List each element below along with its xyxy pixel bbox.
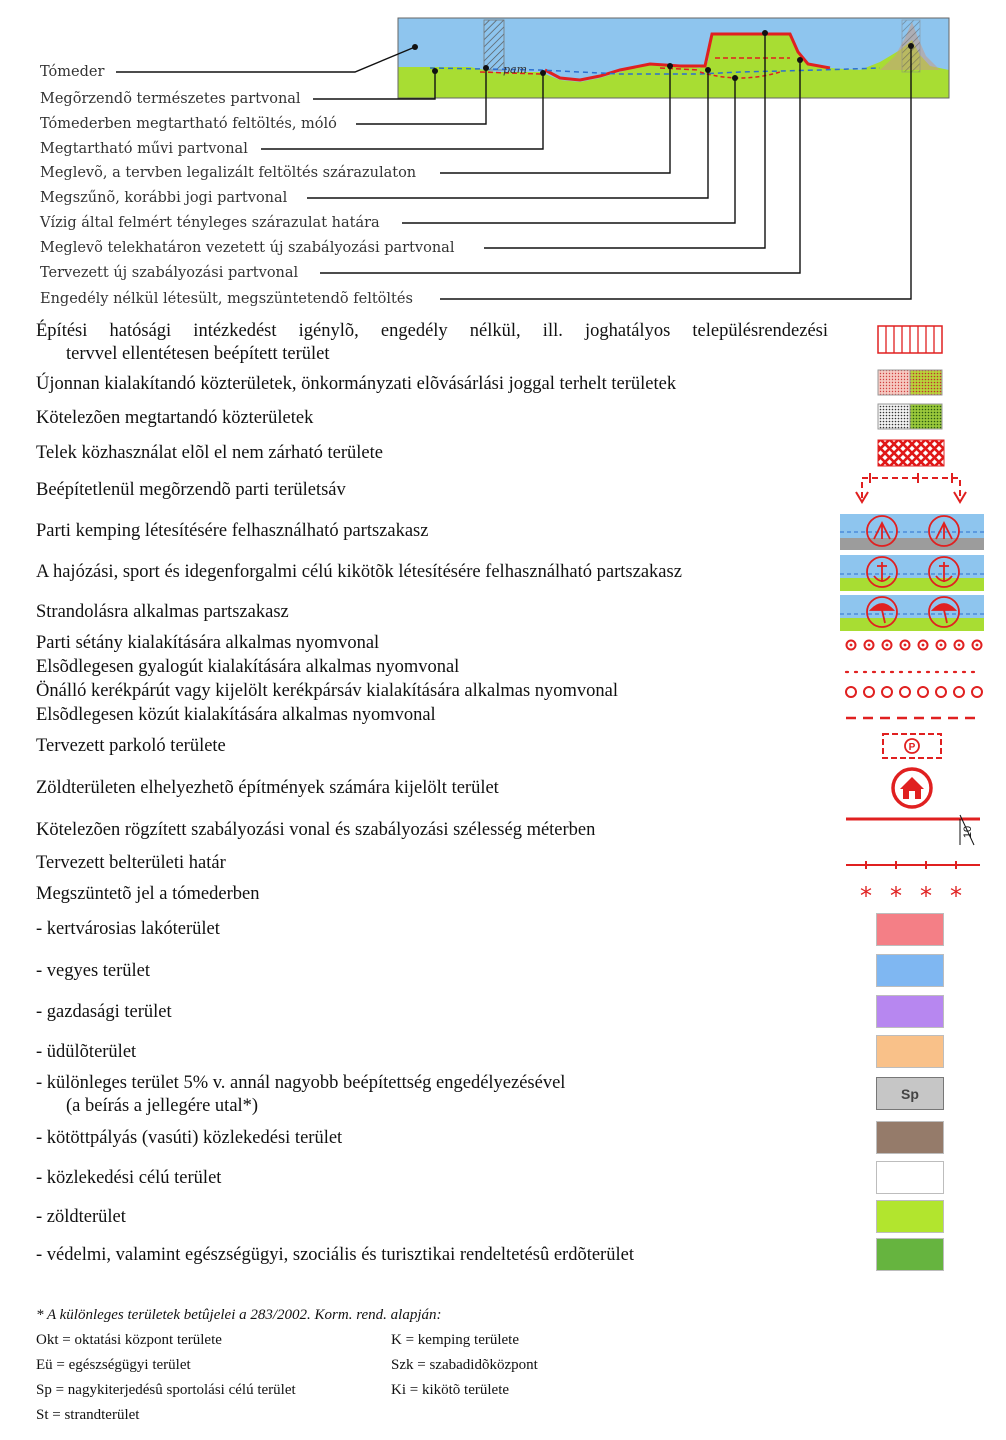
footnote-code: Sp = nagykiterjedésû sportolási célú terület — [36, 1382, 296, 1398]
zone-label-forest: - védelmi, valamint egészségügyi, szociális és turisztikai rendeltetésû erdõterület — [36, 1245, 634, 1265]
label-lakebed: Tómeder — [40, 64, 105, 80]
footnote-code: Okt = oktatási központ területe — [36, 1332, 222, 1348]
legend-item-new-public-areas: Újonnan kialakítandó közterületek, önkormányzati elõvásárlási joggal terhelt területek — [36, 374, 677, 394]
zone-label-special — [36, 1072, 828, 1118]
footnote-code: K = kemping területe — [391, 1332, 520, 1348]
legend-text: tervvel ellentétesen beépített terület — [66, 344, 330, 364]
zone-swatch-special — [876, 1077, 944, 1110]
zone-swatch — [876, 1200, 944, 1233]
footnote-code: Eü = egészségügyi terület — [36, 1357, 191, 1373]
zone-swatch — [876, 1121, 944, 1154]
zone-label-transport: - közlekedési célú terület — [36, 1168, 222, 1188]
zone-label-rail: - kötöttpályás (vasúti) közlekedési terület — [36, 1128, 343, 1148]
pier-hatch — [484, 20, 504, 70]
public-use-symbol — [878, 440, 944, 466]
zone-label-economic: - gazdasági terület — [36, 1002, 172, 1022]
legend-item-parking: Tervezett parkoló területe — [36, 736, 226, 756]
svg-text:*: * — [950, 882, 962, 910]
promenade-symbol — [847, 641, 982, 650]
legend-item-public-use-parcel: Telek közhasználat elõl el nem zárható területe — [36, 443, 383, 463]
zone-label-holiday: - üdülõterület — [36, 1042, 137, 1062]
zone-label-mixed: - vegyes terület — [36, 961, 151, 981]
label-former-legal-shoreline: Megszűnõ, korábbi jogi partvonal — [40, 190, 288, 206]
width-value: 10 — [962, 825, 974, 839]
footnote-code: Szk = szabadidõközpont — [391, 1357, 538, 1373]
label-surveyed-boundary: Vízig által felmért tényleges szárazulat határa — [40, 215, 380, 231]
label-pier-fill: Tómederben megtartható feltöltés, móló — [40, 116, 337, 132]
svg-text:*: * — [920, 882, 932, 910]
zone-swatch — [876, 954, 944, 987]
zone-swatch — [876, 1238, 944, 1271]
illegal-built-symbol — [878, 326, 942, 353]
legend-symbols — [840, 318, 990, 918]
new-public-area-symbol — [878, 370, 942, 395]
legend-text: Építési hatósági intézkedést igénylõ, engedély nélkül, ill. joghatályos településrendezési — [36, 321, 828, 341]
footnote-title: * A különleges területek betûjelei a 283/2002. Korm. rend. alapján: — [36, 1307, 442, 1323]
footnote-code: Ki = kikötõ területe — [391, 1382, 510, 1398]
legend-item-beach-shore: Strandolásra alkalmas partszakasz — [36, 602, 289, 622]
label-artificial-shoreline: Megtartható művi partvonal — [40, 141, 248, 157]
legend-item-green-buildings: Zöldterületen elhelyezhetõ építmények számára kijelölt terület — [36, 778, 499, 798]
label-illegal-fill: Engedély nélkül létesült, megszüntetendõ feltöltés — [40, 291, 413, 307]
cycle-path-symbol — [846, 687, 982, 697]
label-parcel-shoreline: Meglevõ telekhatáron vezetett új szabályozási partvonal — [40, 240, 455, 256]
parking-symbol — [883, 734, 941, 758]
label-natural-shoreline: Megõrzendõ természetes partvonal — [40, 91, 301, 107]
zone-swatch — [876, 1161, 944, 1194]
inner-boundary-symbol — [846, 861, 980, 869]
regulation-line-symbol — [846, 815, 980, 845]
footnote-code: St = strandterület — [36, 1407, 140, 1423]
legend-item-harbour-shore: A hajózási, sport és idegenforgalmi célú kikötõk létesítésére felhasználható partszakasz — [36, 562, 682, 582]
zone-text: (a beírás a jellegére utal*) — [66, 1096, 259, 1116]
zone-label-garden-residential: - kertvárosias lakóterület — [36, 919, 220, 939]
legend-item-camping-shore: Parti kemping létesítésére felhasználható partszakasz — [36, 521, 429, 541]
removal-mark-symbol — [860, 882, 962, 910]
beach-shore-symbol — [840, 595, 984, 631]
label-planned-shoreline: Tervezett új szabályozási partvonal — [40, 265, 299, 281]
label-legalized-fill: Meglevõ, a tervben legalizált feltöltés szárazulaton — [40, 165, 417, 181]
legend-item-illegal-built — [36, 320, 828, 366]
zone-text: - különleges terület 5% v. annál nagyobb beépítettség engedélyezésével — [36, 1073, 566, 1093]
legend-item-road: Elsõdlegesen közút kialakítására alkalmas nyomvonal — [36, 705, 436, 725]
svg-text:*: * — [860, 882, 872, 910]
legend-item-mandatory-public-areas: Kötelezõen megtartandó közterületek — [36, 408, 314, 428]
legend-item-inner-boundary: Tervezett belterületi határ — [36, 853, 226, 873]
parking-letter: P — [908, 742, 916, 753]
legend-item-regulation-line: Kötelezõen rögzített szabályozási vonal és szabályozási szélesség méterben — [36, 820, 596, 840]
zone-swatch — [876, 995, 944, 1028]
mandatory-public-area-symbol — [878, 404, 942, 429]
pam-label: pam — [503, 63, 528, 76]
zone-swatch — [876, 1035, 944, 1068]
legend-item-removal-mark: Megszüntetõ jel a tómederben — [36, 884, 260, 904]
zone-label-green: - zöldterület — [36, 1207, 126, 1227]
legend-item-unbuilt-strip: Beépítetlenül megõrzendõ parti területsáv — [36, 480, 346, 500]
harbour-shore-symbol — [840, 555, 984, 591]
zone-swatch — [876, 913, 944, 946]
unbuilt-strip-symbol — [856, 473, 966, 502]
house-circle-icon — [893, 769, 931, 807]
legend-item-cycle-path: Önálló kerékpárút vagy kijelölt kerékpársáv kialakítására alkalmas nyomvonal — [36, 681, 619, 701]
legend-item-footpath: Elsõdlegesen gyalogút kialakítására alkalmas nyomvonal — [36, 657, 460, 677]
camping-shore-symbol — [840, 514, 984, 550]
svg-text:*: * — [890, 882, 902, 910]
legend-item-promenade: Parti sétány kialakítására alkalmas nyomvonal — [36, 633, 380, 653]
special-code: Sp — [901, 1085, 919, 1102]
